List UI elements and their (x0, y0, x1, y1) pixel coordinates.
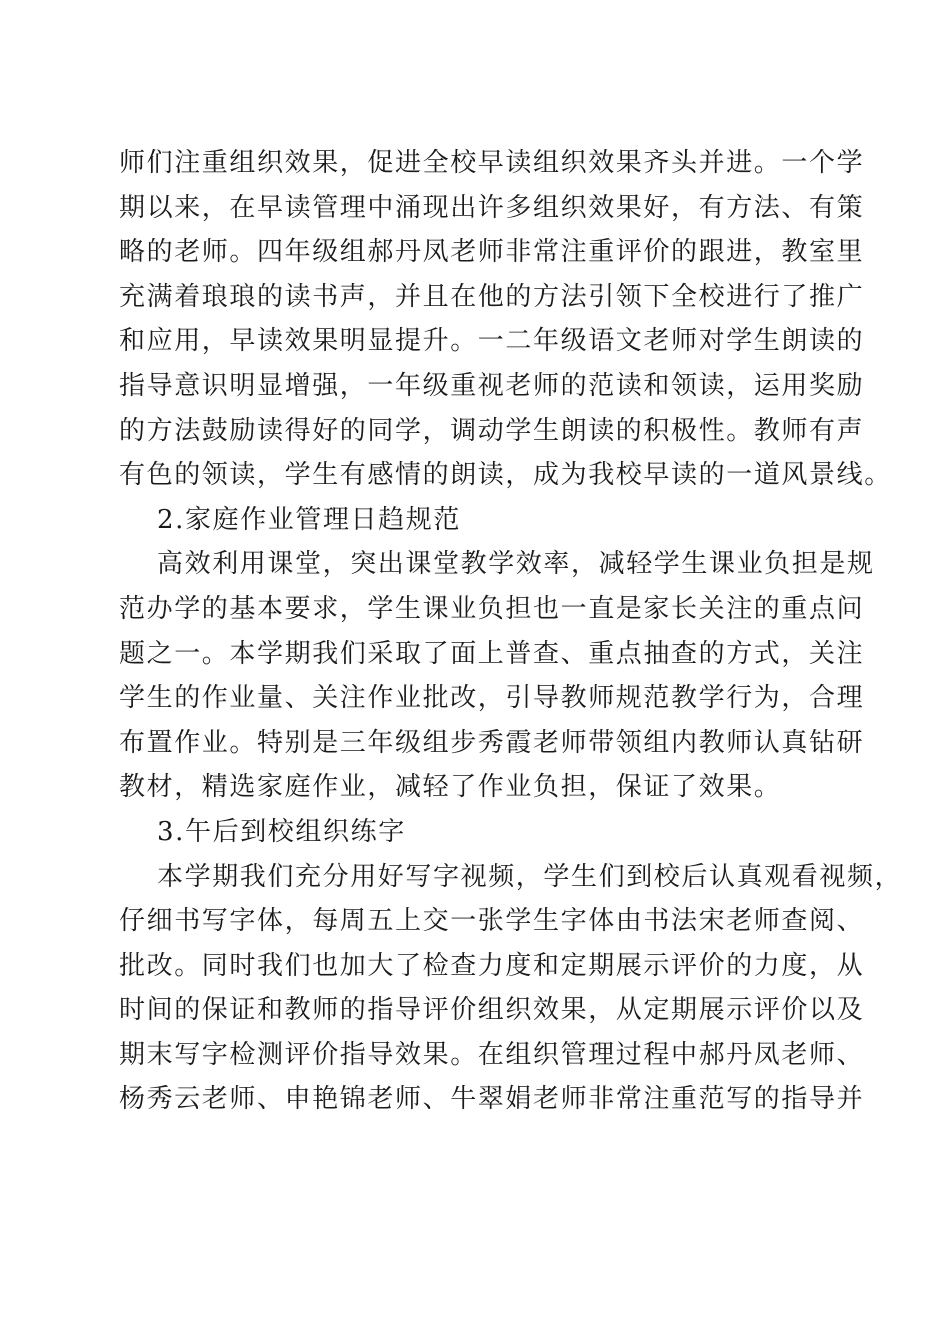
text-line: 期末写字检测评价指导效果。在组织管理过程中郝丹凤老师、 (119, 1039, 865, 1070)
text-line: 布置作业。特别是三年级组步秀霞老师带领组内教师认真钻研 (119, 727, 865, 758)
document-body (119, 141, 903, 1122)
text-line: 本学期我们充分用好写字视频，学生们到校后认真观看视频， (157, 861, 903, 892)
text-line: 高效利用课堂，突出课堂教学效率，减轻学生课业负担是规 (157, 549, 875, 580)
text-line: 师们注重组织效果，促进全校早读组织效果齐头并进。一个学 (119, 148, 865, 178)
text-line: 有色的领读，学生有感情的朗读，成为我校早读的一道风景线。 (119, 460, 892, 491)
text-line: 指导意识明显增强，一年级重视老师的范读和领读，运用奖励 (119, 370, 865, 401)
text-line: 和应用，早读效果明显提升。一二年级语文老师对学生朗读的 (119, 326, 865, 357)
text-line: 杨秀云老师、申艳锦老师、牛翠娟老师非常注重范写的指导并 (119, 1084, 865, 1115)
section-heading-handwriting: 3.午后到校组织练字 (157, 816, 406, 847)
paragraph-handwriting (119, 855, 903, 1123)
text-line: 略的老师。四年级组郝丹凤老师非常注重评价的跟进，教室里 (119, 237, 865, 268)
text-line: 题之一。本学期我们采取了面上普查、重点抽查的方式，关注 (119, 638, 865, 669)
text-line: 学生的作业量、关注作业批改，引导教师规范教学行为，合理 (119, 683, 865, 714)
section-heading-homework: 2.家庭作业管理日趋规范 (157, 504, 462, 535)
text-line: 范办学的基本要求，学生课业负担也一直是家长关注的重点问 (119, 593, 865, 624)
text-line: 教材，精选家庭作业，减轻了作业负担，保证了效果。 (119, 772, 782, 803)
text-line: 充满着琅琅的读书声，并且在他的方法引领下全校进行了推广 (119, 281, 865, 312)
paragraph-homework (119, 542, 875, 810)
text-line: 的方法鼓励读得好的同学，调动学生朗读的积极性。教师有声 (119, 415, 865, 446)
text-line: 时间的保证和教师的指导评价组织效果，从定期展示评价以及 (119, 995, 865, 1026)
paragraph-early-reading (119, 141, 892, 498)
text-line: 仔细书写字体，每周五上交一张学生字体由书法宋老师查阅、 (119, 906, 865, 937)
text-line: 批改。同时我们也加大了检查力度和定期展示评价的力度，从 (119, 950, 865, 981)
text-line: 期以来，在早读管理中涌现出许多组织效果好，有方法、有策 (119, 192, 865, 223)
